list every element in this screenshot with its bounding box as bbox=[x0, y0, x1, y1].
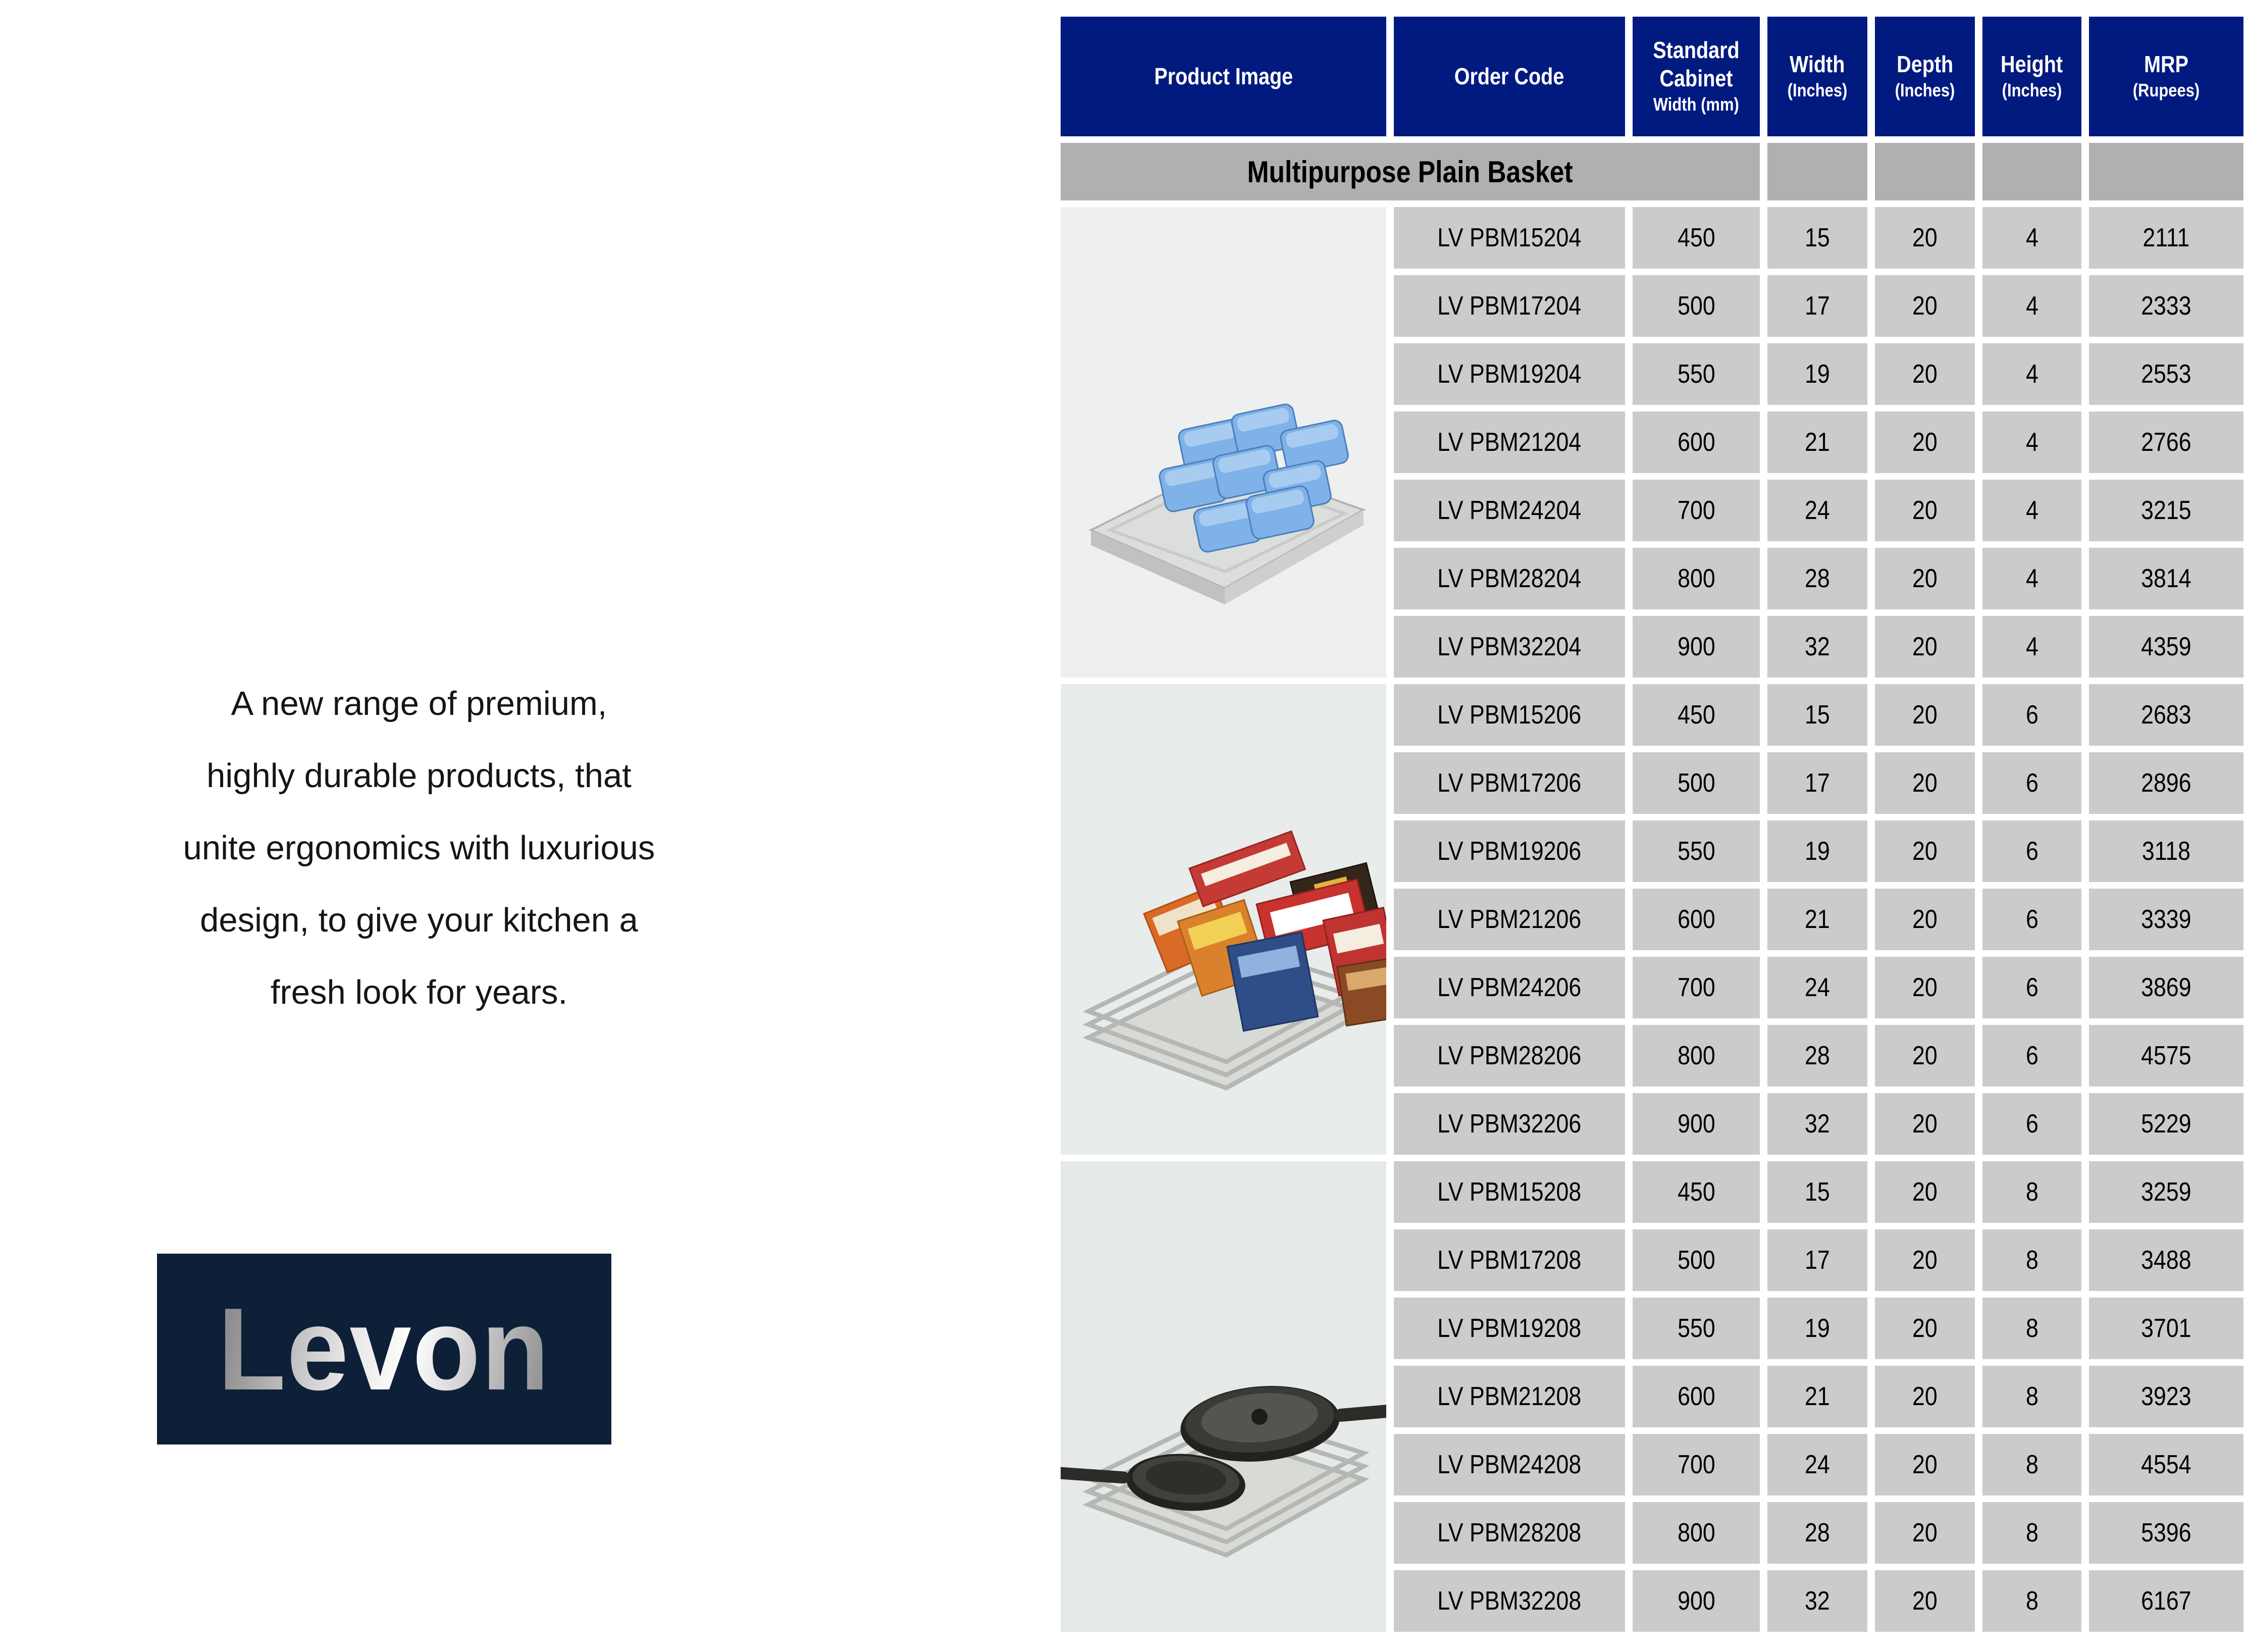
mrp-cell: 3814 bbox=[2089, 548, 2243, 609]
width-cell: 24 bbox=[1767, 480, 1867, 541]
mrp-cell: 3215 bbox=[2089, 480, 2243, 541]
width-cell: 28 bbox=[1767, 548, 1867, 609]
cabinet-width-cell: 450 bbox=[1633, 684, 1760, 746]
height-cell: 8 bbox=[1982, 1434, 2081, 1495]
depth-cell: 20 bbox=[1875, 1570, 1975, 1632]
order-code-cell: LV PBM21204 bbox=[1394, 411, 1625, 473]
cabinet-width-cell: 550 bbox=[1633, 343, 1760, 405]
depth-cell: 20 bbox=[1875, 1093, 1975, 1155]
depth-cell: 20 bbox=[1875, 275, 1975, 337]
width-cell: 32 bbox=[1767, 616, 1867, 678]
height-cell: 4 bbox=[1982, 616, 2081, 678]
height-cell: 8 bbox=[1982, 1502, 2081, 1564]
order-code-cell: LV PBM15206 bbox=[1394, 684, 1625, 746]
height-cell: 6 bbox=[1982, 820, 2081, 882]
width-cell: 32 bbox=[1767, 1093, 1867, 1155]
cabinet-width-cell: 900 bbox=[1633, 1093, 1760, 1155]
product-photo-tray-with-blue-containers bbox=[1061, 207, 1386, 678]
cabinet-width-cell: 700 bbox=[1633, 957, 1760, 1018]
depth-cell: 20 bbox=[1875, 207, 1975, 269]
section-header-spacer bbox=[1982, 143, 2081, 200]
height-cell: 4 bbox=[1982, 411, 2081, 473]
order-code-cell: LV PBM32204 bbox=[1394, 616, 1625, 678]
depth-cell: 20 bbox=[1875, 1434, 1975, 1495]
mrp-cell: 2896 bbox=[2089, 752, 2243, 814]
order-code-cell: LV PBM24208 bbox=[1394, 1434, 1625, 1495]
order-code-cell: LV PBM28204 bbox=[1394, 548, 1625, 609]
depth-cell: 20 bbox=[1875, 1025, 1975, 1087]
width-cell: 19 bbox=[1767, 1298, 1867, 1359]
mrp-cell: 6167 bbox=[2089, 1570, 2243, 1632]
cabinet-width-cell: 600 bbox=[1633, 889, 1760, 950]
column-header-mrp: MRP (Rupees) bbox=[2089, 17, 2243, 136]
mrp-cell: 4554 bbox=[2089, 1434, 2243, 1495]
width-cell: 24 bbox=[1767, 957, 1867, 1018]
product-image-cell bbox=[1061, 684, 1386, 1155]
depth-cell: 20 bbox=[1875, 1161, 1975, 1223]
depth-cell: 20 bbox=[1875, 1298, 1975, 1359]
height-cell: 4 bbox=[1982, 275, 2081, 337]
height-cell: 6 bbox=[1982, 1025, 2081, 1087]
mrp-cell: 4359 bbox=[2089, 616, 2243, 678]
width-cell: 21 bbox=[1767, 411, 1867, 473]
height-cell: 4 bbox=[1982, 207, 2081, 269]
mrp-cell: 3923 bbox=[2089, 1366, 2243, 1427]
order-code-cell: LV PBM32208 bbox=[1394, 1570, 1625, 1632]
depth-cell: 20 bbox=[1875, 1229, 1975, 1291]
height-cell: 6 bbox=[1982, 889, 2081, 950]
column-header-width: Width (Inches) bbox=[1767, 17, 1867, 136]
section-header-spacer bbox=[2089, 143, 2243, 200]
mrp-cell: 3339 bbox=[2089, 889, 2243, 950]
tagline-line: highly durable products, that bbox=[206, 757, 632, 795]
tagline bbox=[10, 667, 828, 1028]
product-photo-basket-with-grocery-boxes bbox=[1061, 684, 1386, 1155]
cabinet-width-cell: 700 bbox=[1633, 480, 1760, 541]
height-cell: 8 bbox=[1982, 1161, 2081, 1223]
order-code-cell: LV PBM21206 bbox=[1394, 889, 1625, 950]
order-code-cell: LV PBM28208 bbox=[1394, 1502, 1625, 1564]
order-code-cell: LV PBM17206 bbox=[1394, 752, 1625, 814]
order-code-cell: LV PBM28206 bbox=[1394, 1025, 1625, 1087]
height-cell: 6 bbox=[1982, 684, 2081, 746]
cabinet-width-cell: 600 bbox=[1633, 411, 1760, 473]
mrp-cell: 2333 bbox=[2089, 275, 2243, 337]
mrp-cell: 4575 bbox=[2089, 1025, 2243, 1087]
mrp-cell: 2766 bbox=[2089, 411, 2243, 473]
width-cell: 17 bbox=[1767, 752, 1867, 814]
cabinet-width-cell: 900 bbox=[1633, 616, 1760, 678]
depth-cell: 20 bbox=[1875, 548, 1975, 609]
order-code-cell: LV PBM24204 bbox=[1394, 480, 1625, 541]
depth-cell: 20 bbox=[1875, 411, 1975, 473]
height-cell: 4 bbox=[1982, 548, 2081, 609]
column-header-depth: Depth (Inches) bbox=[1875, 17, 1975, 136]
cabinet-width-cell: 450 bbox=[1633, 1161, 1760, 1223]
height-cell: 8 bbox=[1982, 1366, 2081, 1427]
mrp-cell: 3701 bbox=[2089, 1298, 2243, 1359]
tagline-line: fresh look for years. bbox=[270, 973, 568, 1011]
width-cell: 17 bbox=[1767, 1229, 1867, 1291]
width-cell: 24 bbox=[1767, 1434, 1867, 1495]
product-photo-basket-with-cookware bbox=[1061, 1161, 1386, 1632]
cabinet-width-cell: 900 bbox=[1633, 1570, 1760, 1632]
depth-cell: 20 bbox=[1875, 480, 1975, 541]
depth-cell: 20 bbox=[1875, 1366, 1975, 1427]
depth-cell: 20 bbox=[1875, 957, 1975, 1018]
height-cell: 8 bbox=[1982, 1298, 2081, 1359]
mrp-cell: 3869 bbox=[2089, 957, 2243, 1018]
levon-logo bbox=[157, 1254, 611, 1444]
width-cell: 15 bbox=[1767, 684, 1867, 746]
cabinet-width-cell: 800 bbox=[1633, 1025, 1760, 1087]
product-table bbox=[1061, 17, 2243, 1632]
cabinet-width-cell: 500 bbox=[1633, 275, 1760, 337]
mrp-cell: 3118 bbox=[2089, 820, 2243, 882]
mrp-cell: 3488 bbox=[2089, 1229, 2243, 1291]
order-code-cell: LV PBM15204 bbox=[1394, 207, 1625, 269]
order-code-cell: LV PBM21208 bbox=[1394, 1366, 1625, 1427]
width-cell: 21 bbox=[1767, 889, 1867, 950]
column-header-order-code: Order Code bbox=[1394, 17, 1625, 136]
order-code-cell: LV PBM19204 bbox=[1394, 343, 1625, 405]
depth-cell: 20 bbox=[1875, 752, 1975, 814]
section-header: Multipurpose Plain Basket bbox=[1061, 143, 1760, 200]
depth-cell: 20 bbox=[1875, 684, 1975, 746]
section-header-spacer bbox=[1767, 143, 1867, 200]
levon-logo-text: Levon bbox=[218, 1282, 551, 1417]
cabinet-width-cell: 500 bbox=[1633, 1229, 1760, 1291]
order-code-cell: LV PBM32206 bbox=[1394, 1093, 1625, 1155]
cabinet-width-cell: 550 bbox=[1633, 1298, 1760, 1359]
cabinet-width-cell: 550 bbox=[1633, 820, 1760, 882]
order-code-cell: LV PBM17208 bbox=[1394, 1229, 1625, 1291]
product-image-cell bbox=[1061, 207, 1386, 678]
mrp-cell: 3259 bbox=[2089, 1161, 2243, 1223]
order-code-cell: LV PBM24206 bbox=[1394, 957, 1625, 1018]
cabinet-width-cell: 800 bbox=[1633, 1502, 1760, 1564]
height-cell: 8 bbox=[1982, 1570, 2081, 1632]
tagline-line: A new range of premium, bbox=[231, 685, 607, 722]
tagline-line: unite ergonomics with luxurious bbox=[183, 829, 655, 867]
depth-cell: 20 bbox=[1875, 343, 1975, 405]
height-cell: 6 bbox=[1982, 1093, 2081, 1155]
width-cell: 32 bbox=[1767, 1570, 1867, 1632]
cabinet-width-cell: 450 bbox=[1633, 207, 1760, 269]
order-code-cell: LV PBM19208 bbox=[1394, 1298, 1625, 1359]
depth-cell: 20 bbox=[1875, 616, 1975, 678]
depth-cell: 20 bbox=[1875, 820, 1975, 882]
mrp-cell: 2553 bbox=[2089, 343, 2243, 405]
width-cell: 17 bbox=[1767, 275, 1867, 337]
width-cell: 19 bbox=[1767, 343, 1867, 405]
order-code-cell: LV PBM15208 bbox=[1394, 1161, 1625, 1223]
cabinet-width-cell: 800 bbox=[1633, 548, 1760, 609]
column-header-product-image: Product Image bbox=[1061, 17, 1386, 136]
mrp-cell: 5396 bbox=[2089, 1502, 2243, 1564]
order-code-cell: LV PBM17204 bbox=[1394, 275, 1625, 337]
product-image-cell bbox=[1061, 1161, 1386, 1632]
depth-cell: 20 bbox=[1875, 1502, 1975, 1564]
mrp-cell: 2111 bbox=[2089, 207, 2243, 269]
width-cell: 28 bbox=[1767, 1502, 1867, 1564]
column-header-standard-cabinet: Standard Cabinet Width (mm) bbox=[1633, 17, 1760, 136]
width-cell: 15 bbox=[1767, 1161, 1867, 1223]
mrp-cell: 5229 bbox=[2089, 1093, 2243, 1155]
height-cell: 6 bbox=[1982, 752, 2081, 814]
cabinet-width-cell: 500 bbox=[1633, 752, 1760, 814]
height-cell: 4 bbox=[1982, 480, 2081, 541]
depth-cell: 20 bbox=[1875, 889, 1975, 950]
width-cell: 19 bbox=[1767, 820, 1867, 882]
height-cell: 8 bbox=[1982, 1229, 2081, 1291]
mrp-cell: 2683 bbox=[2089, 684, 2243, 746]
width-cell: 28 bbox=[1767, 1025, 1867, 1087]
height-cell: 4 bbox=[1982, 343, 2081, 405]
cabinet-width-cell: 700 bbox=[1633, 1434, 1760, 1495]
cabinet-width-cell: 600 bbox=[1633, 1366, 1760, 1427]
tagline-line: design, to give your kitchen a bbox=[200, 901, 638, 939]
order-code-cell: LV PBM19206 bbox=[1394, 820, 1625, 882]
width-cell: 15 bbox=[1767, 207, 1867, 269]
height-cell: 6 bbox=[1982, 957, 2081, 1018]
column-header-height: Height (Inches) bbox=[1982, 17, 2081, 136]
section-header-spacer bbox=[1875, 143, 1975, 200]
width-cell: 21 bbox=[1767, 1366, 1867, 1427]
